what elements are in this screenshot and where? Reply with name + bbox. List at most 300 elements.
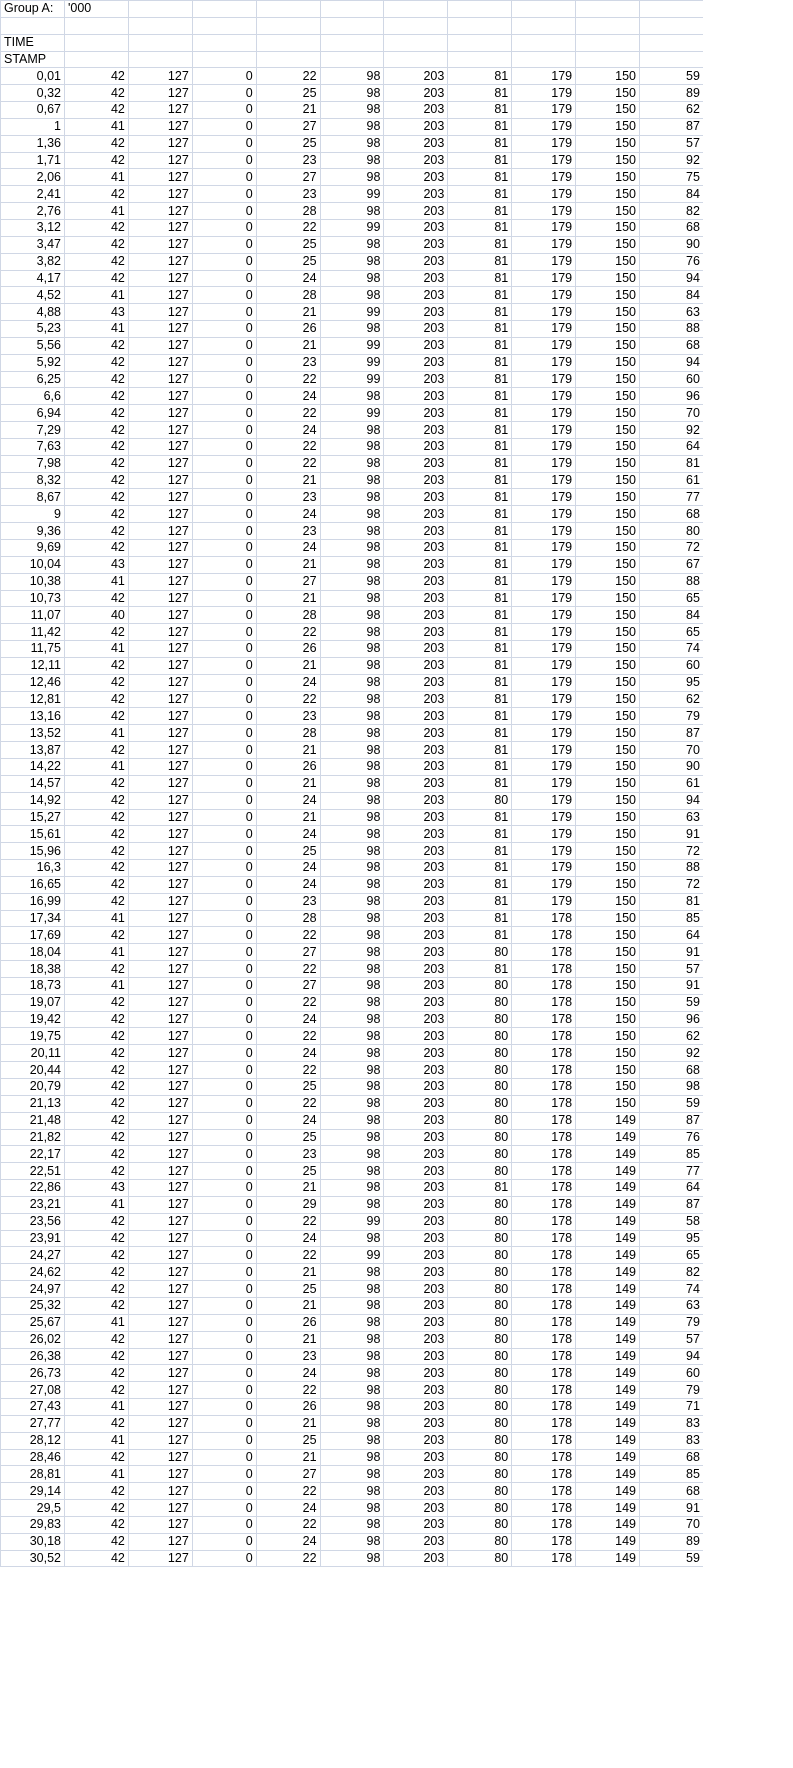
empty-cell[interactable] [448,17,512,34]
value-cell[interactable]: 0 [192,135,256,152]
timestamp-cell[interactable]: 26,73 [1,1365,65,1382]
value-cell[interactable]: 0 [192,1264,256,1281]
value-cell[interactable]: 149 [576,1213,640,1230]
value-cell[interactable]: 24 [256,792,320,809]
value-cell[interactable]: 98 [320,1281,384,1298]
value-cell[interactable]: 98 [320,68,384,85]
value-cell[interactable]: 150 [576,523,640,540]
value-cell[interactable]: 149 [576,1281,640,1298]
value-cell[interactable]: 0 [192,809,256,826]
value-cell[interactable]: 150 [576,556,640,573]
value-cell[interactable]: 0 [192,85,256,102]
value-cell[interactable]: 127 [128,1028,192,1045]
value-cell[interactable]: 80 [448,1129,512,1146]
value-cell[interactable]: 127 [128,1550,192,1567]
value-cell[interactable]: 203 [384,1028,448,1045]
value-cell[interactable]: 0 [192,1247,256,1264]
timestamp-cell[interactable]: 2,41 [1,186,65,203]
value-cell[interactable]: 80 [448,1500,512,1517]
value-cell[interactable]: 149 [576,1247,640,1264]
value-cell[interactable]: 42 [65,1550,129,1567]
value-cell[interactable]: 150 [576,118,640,135]
value-cell[interactable]: 98 [320,1516,384,1533]
value-cell[interactable]: 98 [320,927,384,944]
value-cell[interactable]: 41 [65,573,129,590]
value-cell[interactable]: 179 [512,253,576,270]
value-cell[interactable]: 149 [576,1415,640,1432]
value-cell[interactable]: 98 [320,1415,384,1432]
value-cell[interactable]: 150 [576,371,640,388]
value-cell[interactable]: 26 [256,1399,320,1416]
value-cell[interactable]: 178 [512,1129,576,1146]
value-cell[interactable]: 84 [640,186,703,203]
empty-cell[interactable] [384,1,448,18]
timestamp-cell[interactable]: 25,32 [1,1297,65,1314]
value-cell[interactable]: 203 [384,489,448,506]
value-cell[interactable]: 64 [640,927,703,944]
value-cell[interactable]: 92 [640,422,703,439]
value-cell[interactable]: 179 [512,775,576,792]
value-cell[interactable]: 0 [192,944,256,961]
value-cell[interactable]: 25 [256,1129,320,1146]
value-cell[interactable]: 179 [512,506,576,523]
value-cell[interactable]: 81 [448,742,512,759]
value-cell[interactable]: 0 [192,455,256,472]
timestamp-cell[interactable]: 24,27 [1,1247,65,1264]
value-cell[interactable]: 179 [512,169,576,186]
value-cell[interactable]: 80 [448,1028,512,1045]
timestamp-cell[interactable]: 7,98 [1,455,65,472]
value-cell[interactable]: 179 [512,758,576,775]
value-cell[interactable]: 81 [640,893,703,910]
value-cell[interactable]: 179 [512,540,576,557]
value-cell[interactable]: 203 [384,1247,448,1264]
value-cell[interactable]: 203 [384,725,448,742]
value-cell[interactable]: 149 [576,1550,640,1567]
value-cell[interactable]: 179 [512,674,576,691]
value-cell[interactable]: 81 [448,186,512,203]
value-cell[interactable]: 81 [448,236,512,253]
value-cell[interactable]: 150 [576,910,640,927]
timestamp-cell[interactable]: 4,52 [1,287,65,304]
value-cell[interactable]: 149 [576,1230,640,1247]
value-cell[interactable]: 80 [448,1466,512,1483]
value-cell[interactable]: 81 [448,472,512,489]
value-cell[interactable]: 178 [512,1079,576,1096]
value-cell[interactable]: 127 [128,371,192,388]
value-cell[interactable]: 85 [640,1146,703,1163]
value-cell[interactable]: 88 [640,573,703,590]
value-cell[interactable]: 27 [256,977,320,994]
value-cell[interactable]: 23 [256,708,320,725]
empty-cell[interactable] [256,51,320,68]
value-cell[interactable]: 0 [192,102,256,119]
value-cell[interactable]: 98 [320,152,384,169]
value-cell[interactable]: 179 [512,304,576,321]
value-cell[interactable]: 179 [512,152,576,169]
value-cell[interactable]: 127 [128,977,192,994]
timestamp-cell[interactable]: 22,17 [1,1146,65,1163]
value-cell[interactable]: 150 [576,455,640,472]
value-cell[interactable]: 203 [384,203,448,220]
value-cell[interactable]: 127 [128,826,192,843]
value-cell[interactable]: 179 [512,270,576,287]
timestamp-cell[interactable]: 22,51 [1,1163,65,1180]
value-cell[interactable]: 178 [512,977,576,994]
value-cell[interactable]: 71 [640,1399,703,1416]
value-cell[interactable]: 0 [192,876,256,893]
value-cell[interactable]: 150 [576,742,640,759]
timestamp-cell[interactable]: 16,65 [1,876,65,893]
value-cell[interactable]: 81 [448,758,512,775]
value-cell[interactable]: 91 [640,944,703,961]
value-cell[interactable]: 42 [65,876,129,893]
value-cell[interactable]: 179 [512,85,576,102]
value-cell[interactable]: 179 [512,422,576,439]
value-cell[interactable]: 179 [512,708,576,725]
value-cell[interactable]: 80 [448,1382,512,1399]
value-cell[interactable]: 178 [512,1314,576,1331]
value-cell[interactable]: 22 [256,624,320,641]
timestamp-cell[interactable]: 8,67 [1,489,65,506]
empty-cell[interactable] [640,51,703,68]
empty-cell[interactable] [512,34,576,51]
value-cell[interactable]: 149 [576,1483,640,1500]
value-cell[interactable]: 203 [384,1264,448,1281]
value-cell[interactable]: 203 [384,253,448,270]
value-cell[interactable]: 178 [512,1483,576,1500]
value-cell[interactable]: 42 [65,624,129,641]
value-cell[interactable]: 0 [192,1314,256,1331]
value-cell[interactable]: 21 [256,590,320,607]
value-cell[interactable]: 203 [384,826,448,843]
value-cell[interactable]: 98 [320,809,384,826]
value-cell[interactable]: 0 [192,1163,256,1180]
value-cell[interactable]: 99 [320,354,384,371]
value-cell[interactable]: 178 [512,1095,576,1112]
value-cell[interactable]: 98 [640,1079,703,1096]
value-cell[interactable]: 203 [384,1045,448,1062]
value-cell[interactable]: 203 [384,1112,448,1129]
empty-cell[interactable] [320,1,384,18]
value-cell[interactable]: 41 [65,725,129,742]
value-cell[interactable]: 80 [448,1264,512,1281]
value-cell[interactable]: 42 [65,1045,129,1062]
value-cell[interactable]: 150 [576,85,640,102]
value-cell[interactable]: 149 [576,1146,640,1163]
value-cell[interactable]: 149 [576,1382,640,1399]
value-cell[interactable]: 178 [512,1213,576,1230]
value-cell[interactable]: 81 [448,152,512,169]
value-cell[interactable]: 203 [384,792,448,809]
value-cell[interactable]: 178 [512,1516,576,1533]
value-cell[interactable]: 80 [640,523,703,540]
value-cell[interactable]: 0 [192,1533,256,1550]
value-cell[interactable]: 150 [576,843,640,860]
timestamp-cell[interactable]: 8,32 [1,472,65,489]
value-cell[interactable]: 81 [448,556,512,573]
value-cell[interactable]: 203 [384,135,448,152]
empty-cell[interactable] [192,34,256,51]
value-cell[interactable]: 98 [320,910,384,927]
value-cell[interactable]: 127 [128,1382,192,1399]
value-cell[interactable]: 98 [320,994,384,1011]
value-cell[interactable]: 0 [192,1213,256,1230]
timestamp-cell[interactable]: 7,63 [1,438,65,455]
value-cell[interactable]: 24 [256,674,320,691]
value-cell[interactable]: 80 [448,1196,512,1213]
value-cell[interactable]: 98 [320,287,384,304]
value-cell[interactable]: 203 [384,523,448,540]
value-cell[interactable]: 42 [65,1062,129,1079]
value-cell[interactable]: 98 [320,1112,384,1129]
empty-cell[interactable] [128,51,192,68]
value-cell[interactable]: 150 [576,438,640,455]
value-cell[interactable]: 22 [256,219,320,236]
value-cell[interactable]: 127 [128,354,192,371]
timestamp-cell[interactable]: 24,62 [1,1264,65,1281]
value-cell[interactable]: 98 [320,961,384,978]
timestamp-cell[interactable]: 23,56 [1,1213,65,1230]
timestamp-cell[interactable]: 11,07 [1,607,65,624]
value-cell[interactable]: 150 [576,691,640,708]
value-cell[interactable]: 178 [512,1533,576,1550]
timestamp-cell[interactable]: 27,43 [1,1399,65,1416]
value-cell[interactable]: 62 [640,691,703,708]
timestamp-cell[interactable]: 18,04 [1,944,65,961]
value-cell[interactable]: 98 [320,135,384,152]
value-cell[interactable]: 98 [320,253,384,270]
value-cell[interactable]: 203 [384,910,448,927]
empty-cell[interactable] [65,34,129,51]
value-cell[interactable]: 89 [640,1533,703,1550]
value-cell[interactable]: 127 [128,1432,192,1449]
value-cell[interactable]: 98 [320,742,384,759]
timestamp-cell[interactable]: 12,11 [1,657,65,674]
value-cell[interactable]: 179 [512,287,576,304]
value-cell[interactable]: 0 [192,961,256,978]
value-cell[interactable]: 127 [128,725,192,742]
value-cell[interactable]: 178 [512,1466,576,1483]
value-cell[interactable]: 81 [448,388,512,405]
value-cell[interactable]: 80 [448,1281,512,1298]
value-cell[interactable]: 150 [576,388,640,405]
value-cell[interactable]: 99 [320,304,384,321]
value-cell[interactable]: 26 [256,321,320,338]
timestamp-cell[interactable]: 6,6 [1,388,65,405]
value-cell[interactable]: 203 [384,775,448,792]
value-cell[interactable]: 0 [192,506,256,523]
value-cell[interactable]: 21 [256,1264,320,1281]
value-cell[interactable]: 203 [384,657,448,674]
value-cell[interactable]: 150 [576,236,640,253]
value-cell[interactable]: 127 [128,489,192,506]
value-cell[interactable]: 0 [192,657,256,674]
value-cell[interactable]: 98 [320,1550,384,1567]
timestamp-cell[interactable]: 5,92 [1,354,65,371]
value-cell[interactable]: 60 [640,371,703,388]
value-cell[interactable]: 203 [384,742,448,759]
value-cell[interactable]: 81 [448,910,512,927]
value-cell[interactable]: 25 [256,1281,320,1298]
value-cell[interactable]: 179 [512,843,576,860]
value-cell[interactable]: 0 [192,1028,256,1045]
value-cell[interactable]: 0 [192,556,256,573]
value-cell[interactable]: 87 [640,1196,703,1213]
value-cell[interactable]: 203 [384,354,448,371]
value-cell[interactable]: 22 [256,1095,320,1112]
value-cell[interactable]: 22 [256,1382,320,1399]
value-cell[interactable]: 150 [576,708,640,725]
value-cell[interactable]: 0 [192,1382,256,1399]
value-cell[interactable]: 81 [448,506,512,523]
value-cell[interactable]: 203 [384,455,448,472]
timestamp-cell[interactable]: 9,36 [1,523,65,540]
value-cell[interactable]: 94 [640,792,703,809]
value-cell[interactable]: 150 [576,540,640,557]
value-cell[interactable]: 0 [192,1045,256,1062]
value-cell[interactable]: 41 [65,118,129,135]
value-cell[interactable]: 24 [256,1500,320,1517]
value-cell[interactable]: 150 [576,758,640,775]
empty-cell[interactable] [384,51,448,68]
value-cell[interactable]: 42 [65,826,129,843]
value-cell[interactable]: 149 [576,1129,640,1146]
value-cell[interactable]: 41 [65,944,129,961]
empty-cell[interactable] [384,34,448,51]
value-cell[interactable]: 179 [512,590,576,607]
value-cell[interactable]: 127 [128,1213,192,1230]
value-cell[interactable]: 41 [65,169,129,186]
value-cell[interactable]: 0 [192,472,256,489]
value-cell[interactable]: 0 [192,1146,256,1163]
value-cell[interactable]: 0 [192,1399,256,1416]
value-cell[interactable]: 127 [128,472,192,489]
value-cell[interactable]: 150 [576,792,640,809]
value-cell[interactable]: 24 [256,876,320,893]
value-cell[interactable]: 91 [640,1500,703,1517]
value-cell[interactable]: 81 [448,657,512,674]
value-cell[interactable]: 127 [128,1146,192,1163]
value-cell[interactable]: 41 [65,1466,129,1483]
value-cell[interactable]: 0 [192,1297,256,1314]
value-cell[interactable]: 179 [512,371,576,388]
value-cell[interactable]: 127 [128,1079,192,1096]
value-cell[interactable]: 178 [512,961,576,978]
value-cell[interactable]: 81 [448,523,512,540]
value-cell[interactable]: 178 [512,1112,576,1129]
empty-cell[interactable] [128,34,192,51]
value-cell[interactable]: 23 [256,1348,320,1365]
value-cell[interactable]: 127 [128,405,192,422]
value-cell[interactable]: 178 [512,1146,576,1163]
value-cell[interactable]: 127 [128,1230,192,1247]
value-cell[interactable]: 149 [576,1112,640,1129]
value-cell[interactable]: 68 [640,1062,703,1079]
value-cell[interactable]: 0 [192,641,256,658]
value-cell[interactable]: 25 [256,1163,320,1180]
value-cell[interactable]: 179 [512,68,576,85]
value-cell[interactable]: 127 [128,1297,192,1314]
value-cell[interactable]: 0 [192,590,256,607]
value-cell[interactable]: 127 [128,321,192,338]
value-cell[interactable]: 81 [640,455,703,472]
value-cell[interactable]: 42 [65,843,129,860]
empty-cell[interactable] [192,1,256,18]
value-cell[interactable]: 150 [576,1028,640,1045]
value-cell[interactable]: 28 [256,910,320,927]
value-cell[interactable]: 150 [576,354,640,371]
value-cell[interactable]: 98 [320,977,384,994]
value-cell[interactable]: 41 [65,1314,129,1331]
value-cell[interactable]: 98 [320,826,384,843]
value-cell[interactable]: 24 [256,1533,320,1550]
value-cell[interactable]: 42 [65,85,129,102]
value-cell[interactable]: 178 [512,994,576,1011]
value-cell[interactable]: 80 [448,1146,512,1163]
value-cell[interactable]: 203 [384,1213,448,1230]
value-cell[interactable]: 98 [320,1533,384,1550]
value-cell[interactable]: 179 [512,321,576,338]
value-cell[interactable]: 98 [320,624,384,641]
value-cell[interactable]: 203 [384,1365,448,1382]
value-cell[interactable]: 42 [65,388,129,405]
value-cell[interactable]: 22 [256,371,320,388]
value-cell[interactable]: 127 [128,337,192,354]
timestamp-cell[interactable]: 19,42 [1,1011,65,1028]
value-cell[interactable]: 127 [128,422,192,439]
value-cell[interactable]: 98 [320,1045,384,1062]
value-cell[interactable]: 61 [640,775,703,792]
value-cell[interactable]: 21 [256,556,320,573]
value-cell[interactable]: 23 [256,489,320,506]
value-cell[interactable]: 42 [65,1095,129,1112]
value-cell[interactable]: 127 [128,674,192,691]
value-cell[interactable]: 24 [256,1230,320,1247]
value-cell[interactable]: 81 [448,169,512,186]
value-cell[interactable]: 203 [384,876,448,893]
value-cell[interactable]: 203 [384,1415,448,1432]
value-cell[interactable]: 203 [384,506,448,523]
value-cell[interactable]: 84 [640,287,703,304]
value-cell[interactable]: 179 [512,438,576,455]
value-cell[interactable]: 127 [128,961,192,978]
value-cell[interactable]: 150 [576,506,640,523]
value-cell[interactable]: 150 [576,219,640,236]
value-cell[interactable]: 80 [448,1297,512,1314]
value-cell[interactable]: 178 [512,1163,576,1180]
value-cell[interactable]: 0 [192,742,256,759]
timestamp-cell[interactable]: 15,96 [1,843,65,860]
empty-cell[interactable] [65,51,129,68]
value-cell[interactable]: 25 [256,85,320,102]
value-cell[interactable]: 80 [448,1550,512,1567]
value-cell[interactable]: 23 [256,523,320,540]
value-cell[interactable]: 70 [640,742,703,759]
value-cell[interactable]: 127 [128,388,192,405]
value-cell[interactable]: 178 [512,1062,576,1079]
value-cell[interactable]: 81 [448,438,512,455]
value-cell[interactable]: 178 [512,944,576,961]
value-cell[interactable]: 150 [576,860,640,877]
value-cell[interactable]: 21 [256,1415,320,1432]
timestamp-cell[interactable]: 21,13 [1,1095,65,1112]
value-cell[interactable]: 81 [448,893,512,910]
value-cell[interactable]: 203 [384,809,448,826]
value-cell[interactable]: 98 [320,590,384,607]
value-cell[interactable]: 179 [512,792,576,809]
value-cell[interactable]: 150 [576,977,640,994]
